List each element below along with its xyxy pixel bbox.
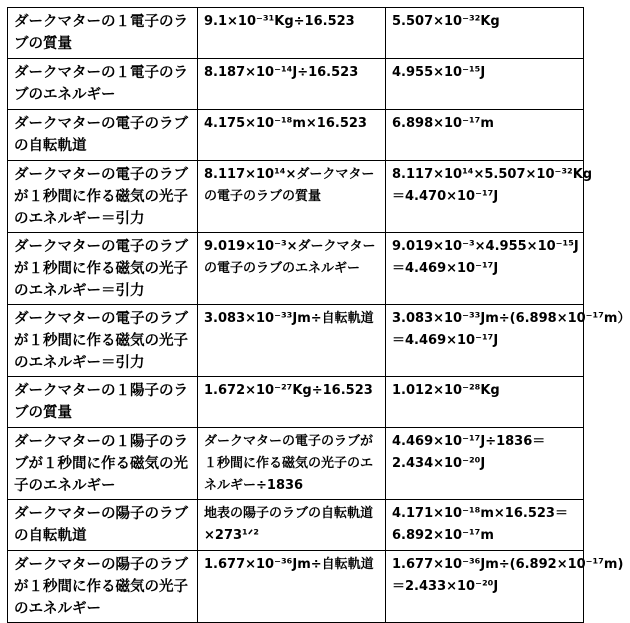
- result-cell: 9.019×10⁻³×4.955×10⁻¹⁵J＝4.469×10⁻¹⁷J: [386, 233, 584, 305]
- result-cell: 3.083×10⁻³³Jm÷(6.898×10⁻¹⁷m）＝4.469×10⁻¹⁷J: [386, 305, 584, 377]
- row-label-cell: ダークマターの１陽子のラブの質量: [8, 377, 198, 428]
- result-cell: 8.117×10¹⁴×5.507×10⁻³²Kg＝4.470×10⁻¹⁷J: [386, 161, 584, 233]
- row-label-cell: ダークマターの電子のラブが１秒間に作る磁気の光子のエネルギー＝引力: [8, 161, 198, 233]
- result-cell: 1.012×10⁻²⁸Kg: [386, 377, 584, 428]
- table-row: [8, 110, 584, 161]
- formula-cell: 8.187×10⁻¹⁴J÷16.523: [198, 59, 386, 110]
- formula-cell: 地表の陽子のラブの自転軌道×273¹ᐟ²: [198, 500, 386, 551]
- row-label-cell: ダークマターの１電子のラブのエネルギー: [8, 59, 198, 110]
- row-label-cell: ダークマターの電子のラブが１秒間に作る磁気の光子のエネルギー＝引力: [8, 305, 198, 377]
- table-row: [8, 500, 584, 551]
- table-row: [8, 377, 584, 428]
- table-row: [8, 59, 584, 110]
- formula-cell: 1.672×10⁻²⁷Kg÷16.523: [198, 377, 386, 428]
- formula-cell: 4.175×10⁻¹⁸m×16.523: [198, 110, 386, 161]
- formula-cell: 9.1×10⁻³¹Kg÷16.523: [198, 8, 386, 59]
- result-cell: 6.898×10⁻¹⁷m: [386, 110, 584, 161]
- formula-cell: 9.019×10⁻³×ダークマターの電子のラブのエネルギー: [198, 233, 386, 305]
- result-cell: 1.677×10⁻³⁶Jm÷(6.892×10⁻¹⁷m)＝2.433×10⁻²⁰J: [386, 551, 584, 623]
- table-row: [8, 233, 584, 305]
- formula-cell: 3.083×10⁻³³Jm÷自転軌道: [198, 305, 386, 377]
- table-row: [8, 428, 584, 500]
- result-cell: 5.507×10⁻³²Kg: [386, 8, 584, 59]
- table-row: [8, 305, 584, 377]
- table-row: [8, 551, 584, 623]
- result-cell: 4.469×10⁻¹⁷J÷1836＝2.434×10⁻²⁰J: [386, 428, 584, 500]
- row-label-cell: ダークマターの１電子のラブの質量: [8, 8, 198, 59]
- formula-cell: 1.677×10⁻³⁶Jm÷自転軌道: [198, 551, 386, 623]
- row-label-cell: ダークマターの陽子のラブが１秒間に作る磁気の光子のエネルギー: [8, 551, 198, 623]
- table-row: [8, 8, 584, 59]
- row-label-cell: ダークマターの陽子のラブの自転軌道: [8, 500, 198, 551]
- result-cell: 4.955×10⁻¹⁵J: [386, 59, 584, 110]
- row-label-cell: ダークマターの電子のラブが１秒間に作る磁気の光子のエネルギー＝引力: [8, 233, 198, 305]
- formula-cell: 8.117×10¹⁴×ダークマターの電子のラブの質量: [198, 161, 386, 233]
- formula-cell: ダークマターの電子のラブが１秒間に作る磁気の光子のエネルギー÷1836: [198, 428, 386, 500]
- row-label-cell: ダークマターの電子のラブの自転軌道: [8, 110, 198, 161]
- row-label-cell: ダークマターの１陽子のラブが１秒間に作る磁気の光子のエネルギー: [8, 428, 198, 500]
- physics-table: [7, 7, 630, 623]
- table-row: [8, 161, 584, 233]
- result-cell: 4.171×10⁻¹⁸m×16.523＝6.892×10⁻¹⁷m: [386, 500, 584, 551]
